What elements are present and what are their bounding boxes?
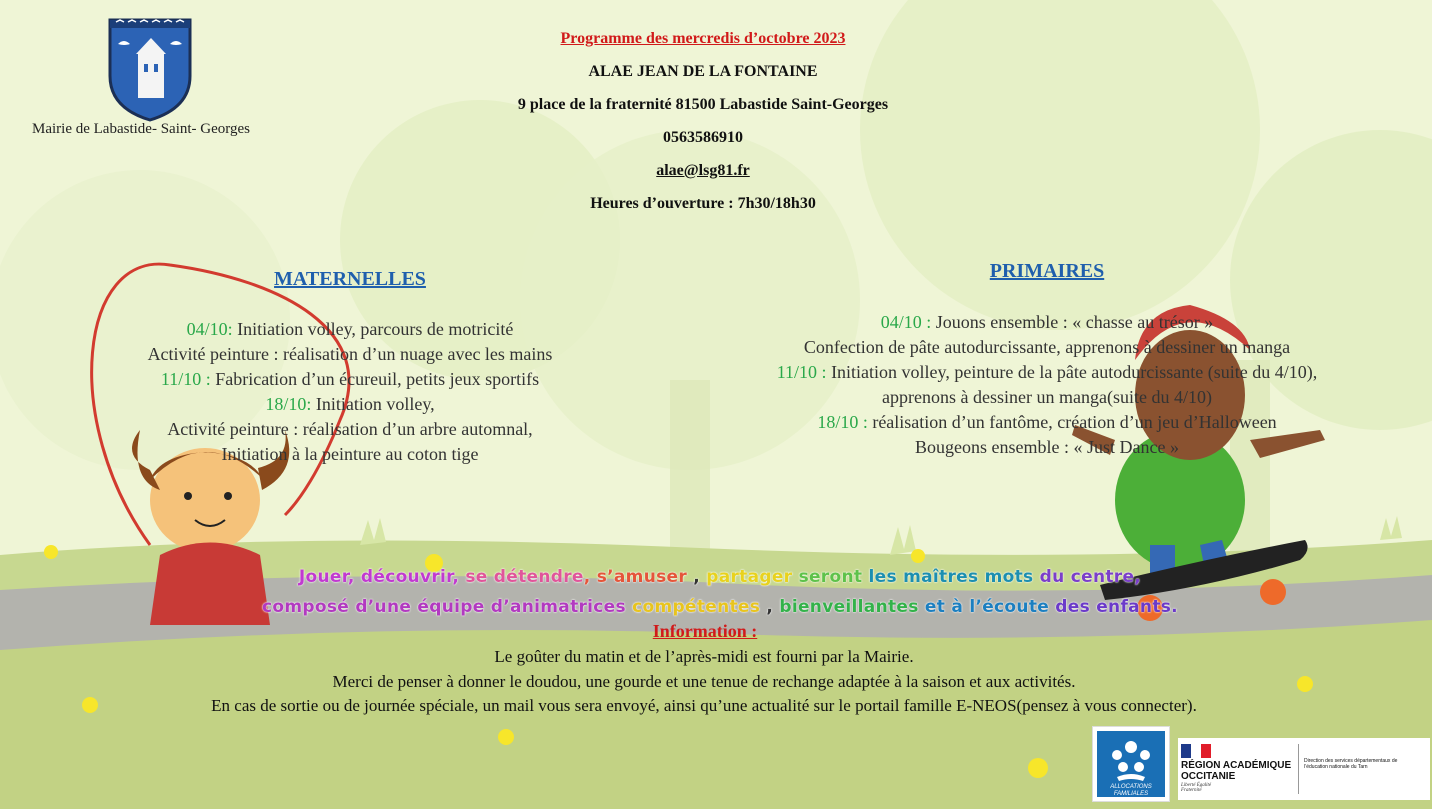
slogan-line-2 — [100, 597, 1340, 617]
maternelles-line: Activité peinture : réalisation d’un nuage avec les mains — [147, 344, 553, 364]
slogan-fragment: seront — [798, 567, 869, 587]
slogan-line-1 — [100, 567, 1340, 587]
mairie-crest-logo — [106, 16, 194, 122]
information-line: Le goûter du matin et de l’après-midi est fourni par la Mairie. — [494, 647, 914, 666]
region-name-line2: OCCITANIE — [1181, 771, 1236, 782]
slogan-fragment: compétentes — [632, 597, 761, 617]
primaires-title: PRIMAIRES — [989, 260, 1105, 282]
slogan-fragment: des enfants. — [1055, 597, 1178, 617]
maternelles-line: 18/10: Initiation volley, — [265, 394, 435, 414]
slogan-fragment: partager — [706, 567, 799, 587]
program-title: Programme des mercredis d’octobre 2023 — [560, 30, 846, 47]
maternelles-line: Activité peinture : réalisation d’un arbre automnal, — [167, 419, 533, 439]
primaires-line: 11/10 : Initiation volley, peinture de la pâte autodurcissante (suite du 4/10), — [776, 362, 1318, 382]
slogan-fragment: composé d’une équipe d’animatrices — [262, 597, 633, 617]
centre-address: 9 place de la fraternité 81500 Labastide Saint-Georges — [517, 96, 889, 113]
slogan-fragment: , — [760, 597, 780, 617]
maternelles-line: 11/10 : Fabrication d’un écureuil, petits jeux sportifs — [160, 369, 540, 389]
logo-divider — [1298, 744, 1299, 794]
slogan-fragment: Jouer, découvrir, — [298, 567, 466, 587]
maternelles-activities — [60, 317, 640, 467]
primaires-line: 04/10 : Jouons ensemble : « chasse au trésor » — [880, 312, 1214, 332]
slogan-fragment: , — [693, 567, 707, 587]
caf-logo — [1092, 726, 1170, 802]
slogan-fragment: , s’amuser — [583, 567, 694, 587]
primaires-line: 18/10 : réalisation d’un fantôme, création d’un jeu d’Halloween — [817, 412, 1277, 432]
marianne-flag-icon — [1181, 744, 1211, 758]
caf-caption: ALLOCATIONS FAMILIALES — [1110, 784, 1152, 797]
centre-name: ALAE JEAN DE LA FONTAINE — [588, 63, 818, 80]
slogan-fragment: se détendre — [465, 567, 584, 587]
primaires-line: Confection de pâte autodurcissante, apprenons à dessiner un manga — [803, 337, 1291, 357]
slogan-fragment: et à l’écoute — [918, 597, 1056, 617]
information-line: En cas de sortie ou de journée spéciale, un mail vous sera envoyé, ainsi qu’une actualité sur le portail famille E-NEOS(pensez à vous connecter). — [211, 696, 1197, 715]
opening-hours: Heures d’ouverture : 7h30/18h30 — [590, 195, 816, 212]
maternelles-line: Initiation à la peinture au coton tige — [221, 444, 479, 464]
primaires-line: apprenons à dessiner un manga(suite du 4/10) — [882, 387, 1212, 407]
information-line: Merci de penser à donner le doudou, une gourde et une tenue de rechange adaptée à la saison et aux activités. — [332, 672, 1076, 691]
slogan-fragment: les maîtres mots — [868, 567, 1034, 587]
slogan-fragment: du centre, — [1033, 567, 1142, 587]
primaires-line: Bougeons ensemble : « Just Dance » — [915, 437, 1179, 457]
mairie-caption: Mairie de Labastide- Saint- Georges — [32, 121, 250, 137]
centre-email-link[interactable]: alae@lsg81.fr — [656, 162, 750, 179]
region-academique-logo — [1178, 738, 1430, 800]
maternelles-line: 04/10: Initiation volley, parcours de motricité — [186, 319, 514, 339]
information-title: Information : — [652, 621, 758, 641]
republic-motto: Liberté Égalité Fraternité — [1181, 783, 1212, 793]
maternelles-title: MATERNELLES — [274, 268, 426, 290]
primaires-activities — [697, 310, 1397, 460]
region-name-line1: RÉGION ACADÉMIQUE — [1181, 760, 1292, 771]
slogan-fragment: bienveillantes — [779, 597, 919, 617]
direction-caption: Direction des services départementaux de l’éducation nationale du Tarn — [1304, 758, 1398, 770]
centre-phone: 0563586910 — [663, 129, 743, 146]
